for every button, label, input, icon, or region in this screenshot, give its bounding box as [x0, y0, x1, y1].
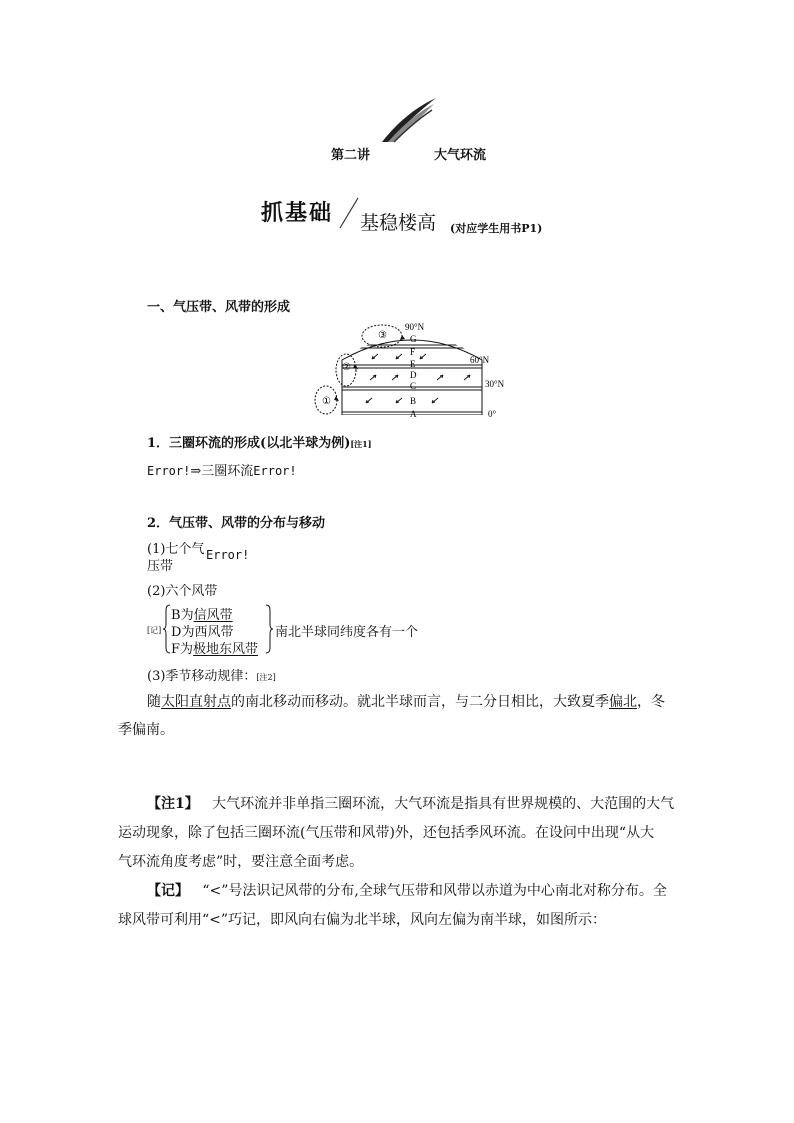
- lat-label-90n: 90°N: [405, 322, 425, 332]
- ji-text-1: “<”号法识记风带的分布,全球气压带和风带以赤道为中心南北对称分布。全: [202, 883, 667, 899]
- ji-line2: 球风带可利用“<”巧记，即风向右偏为北半球，风向左偏为南半球，如图所示：: [118, 912, 607, 928]
- move-3: ，冬: [637, 694, 665, 710]
- lecture-number: 第二讲: [331, 148, 371, 163]
- right-brace-icon: [265, 604, 273, 654]
- move-2: 的南北移动而移动。就北半球而言，与二分日相比，大致夏季: [231, 694, 609, 710]
- move-north: 偏北: [609, 694, 637, 710]
- banner-left: 抓基础: [261, 201, 334, 226]
- cell-label-3: ③: [378, 330, 387, 341]
- move-sun-point: 太阳直射点: [161, 694, 231, 710]
- band-letter-a: A: [410, 409, 417, 419]
- ji-line1: [147, 877, 667, 906]
- wind-d-letter: D: [171, 625, 182, 640]
- note1-line2: 运动现象，除了包括三圈环流(气压带和风带)外，还包括季风环流。在设问中出现“从大: [118, 825, 655, 841]
- band-letter-b: B: [410, 396, 417, 406]
- wind-f-line: [171, 638, 258, 657]
- item1-title: [147, 432, 372, 451]
- band-letter-f: F: [410, 347, 416, 357]
- ji-tag: [记]: [147, 626, 162, 635]
- band-letter-c: C: [410, 381, 417, 391]
- wind-f-name: 极地东风带: [193, 642, 259, 657]
- cell-label-2: ②: [342, 362, 351, 373]
- item2-sub2: (2)六个风带: [147, 584, 218, 599]
- note1-line1: [147, 790, 674, 819]
- wind-f-mid: 为: [180, 642, 194, 657]
- three-cell-circulation-diagram: [312, 318, 512, 422]
- banner-ref: (对应学生用书P1): [450, 222, 543, 235]
- wind-b-mid: 为: [180, 608, 194, 623]
- wind-f-letter: F: [171, 642, 181, 657]
- left-brace-icon: [163, 604, 171, 654]
- item2-sub1-a: (1)七个气: [147, 542, 205, 557]
- note1-tag: 【注1】: [147, 796, 199, 812]
- item2-sub3-note: [注2]: [256, 673, 276, 682]
- item1-error-b: Error!: [253, 464, 297, 478]
- item2-sub3: [147, 665, 276, 684]
- band-letter-e: E: [410, 359, 416, 369]
- item1-error-a: Error!: [147, 464, 191, 478]
- page-title: 大气环流: [434, 148, 487, 163]
- section-heading: 一、气压带、风带的形成: [147, 300, 291, 315]
- note1-line3: 气环流角度考虑”时，要注意全面考虑。: [118, 854, 364, 870]
- wind-d-mid: 为西风带: [181, 625, 234, 640]
- item2-title: 2．气压带、风带的分布与移动: [147, 516, 326, 531]
- cell-label-1: ①: [322, 396, 331, 407]
- item2-sub1-b: 压带: [147, 559, 174, 574]
- item1-title-text: 1．三圈环流的形成(以北半球为例): [147, 436, 351, 451]
- lat-label-30n: 30°N: [485, 379, 505, 389]
- item2-sub3-text: (3)季节移动规律：: [147, 669, 257, 684]
- banner-right: 基稳楼高: [360, 212, 437, 234]
- movement-line-2: 季偏南。: [118, 722, 174, 738]
- lat-label-0: 0°: [488, 409, 497, 419]
- movement-line-1: [147, 691, 665, 711]
- item2-sub1-error: Error!: [206, 548, 250, 562]
- lat-label-60n: 60°N: [470, 355, 490, 365]
- swoosh-logo-icon: [378, 96, 438, 144]
- item1-formula: [147, 460, 297, 479]
- ji-note-tag: 【记】: [147, 883, 189, 899]
- wind-b-letter: B: [171, 608, 181, 623]
- winds-note: 南北半球同纬度各有一个: [275, 625, 419, 640]
- item1-arrow-text: ⇒三圈环流: [190, 464, 254, 479]
- item1-note-tag: [注1]: [350, 439, 372, 449]
- move-1: 随: [147, 694, 161, 710]
- note1-text-1: 大气环流并非单指三圈环流，大气环流是指具有世界规模的、大范围的大气: [212, 796, 675, 812]
- band-letter-g: G: [410, 334, 417, 344]
- wind-b-name: 信风带: [193, 608, 233, 623]
- banner-slash-icon: [338, 196, 360, 230]
- band-letter-d: D: [410, 370, 417, 380]
